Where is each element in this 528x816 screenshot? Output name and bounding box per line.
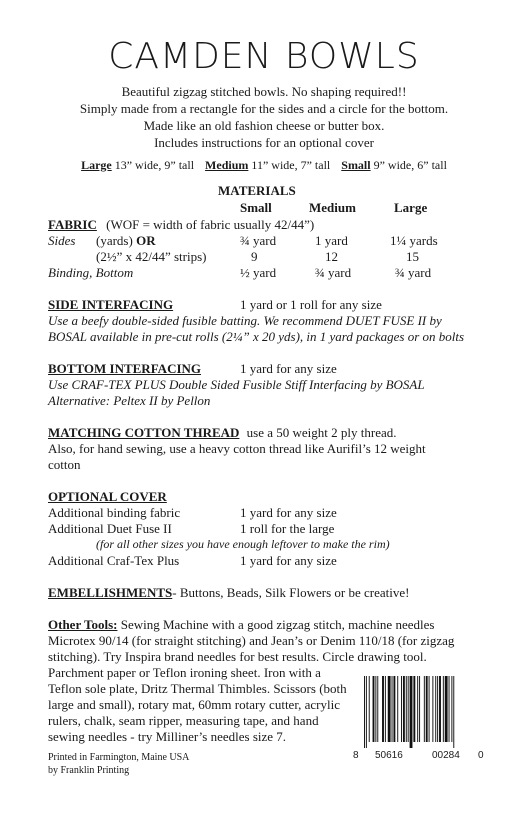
sizes-line <box>0 158 528 173</box>
fabric-row-binding-label: Binding, Bottom <box>48 265 134 280</box>
barcode-bar <box>401 676 402 742</box>
thread-line-2: Also, for hand sewing, use a heavy cotton thread like Aurifil’s 12 weight <box>48 441 426 456</box>
fabric-note: (WOF = width of fabric usually 42/44”) <box>106 217 315 232</box>
footer-line-1: Printed in Farmington, Maine USA <box>48 752 190 763</box>
other-tools-line-5: Teflon sole plate, Dritz Thermal Thimbles. Scissors (both <box>48 681 347 696</box>
size-small-desc: 9” wide, 6” tall <box>373 158 447 172</box>
barcode-digit-left: 8 <box>353 750 359 761</box>
barcode-bar <box>392 676 393 742</box>
fabric-row-binding-medium: ¾ yard <box>315 265 352 280</box>
barcode-bar <box>403 676 405 742</box>
barcode-bar <box>397 676 398 742</box>
side-interfacing-line-2: BOSAL available in pre-cut rolls (2¼” x 20 yds), in 1 yard packages or on bolts <box>48 329 465 344</box>
size-medium-label: Medium <box>205 158 249 172</box>
barcode-bar <box>413 676 415 742</box>
barcode-bar <box>417 676 418 742</box>
side-interfacing-line-1: Use a beefy double-sided fusible batting. We recommend DUET FUSE II by <box>48 313 442 328</box>
barcode-bar <box>445 676 448 742</box>
barcode-bar <box>369 676 370 742</box>
optional-cover-item-1: Additional binding fabric <box>48 505 181 520</box>
fabric-row-sides-unit: (yards) <box>96 233 133 248</box>
fabric-row-strips-large: 15 <box>406 249 419 264</box>
fabric-row-strips-mid: (2½” x 42/44” strips) <box>96 249 207 264</box>
thread-line-1 <box>48 425 397 441</box>
optional-cover-amount-2: 1 roll for the large <box>240 521 335 536</box>
fabric-row-binding-large: ¾ yard <box>395 265 432 280</box>
embellishments-line <box>48 585 409 601</box>
intro-line-3: Made like an old fashion cheese or butter box. <box>143 118 385 133</box>
other-tools-line-1 <box>48 617 434 633</box>
barcode-bar <box>443 676 444 742</box>
fabric-row-strips-medium: 12 <box>325 249 338 264</box>
barcode-bar <box>388 676 391 742</box>
side-interfacing-amount: 1 yard or 1 roll for any size <box>240 297 382 312</box>
fabric-row-sides-or: OR <box>136 233 156 248</box>
barcode-bar <box>437 676 438 742</box>
barcode-bar <box>393 676 395 742</box>
other-tools-line-3: stitching). Try Inspira brand needles for best results. Circle drawing tool. <box>48 649 427 664</box>
barcode-bar <box>426 676 428 742</box>
size-small-label: Small <box>341 158 371 172</box>
size-large-label: Large <box>81 158 112 172</box>
intro-line-4: Includes instructions for an optional cover <box>154 135 374 150</box>
barcode-bar <box>366 676 367 748</box>
optional-cover-note: (for all other sizes you have enough leftover to make the rim) <box>96 537 390 551</box>
fabric-row-sides-medium: 1 yard <box>315 233 348 248</box>
barcode-digit-end: 0 <box>478 750 484 761</box>
barcode-digits-mid: 50616 <box>375 750 403 761</box>
barcode-bar <box>424 676 425 742</box>
barcode-bar <box>406 676 407 742</box>
fabric-row-binding-small: ½ yard <box>240 265 277 280</box>
other-tools-heading: Other Tools: <box>48 617 118 632</box>
barcode-bar <box>377 676 378 742</box>
thread-heading: MATCHING COTTON THREAD <box>48 425 240 440</box>
barcode-bar <box>451 676 452 742</box>
footer-line-2: by Franklin Printing <box>48 765 130 776</box>
bottom-interfacing-line-1: Use CRAF-TEX PLUS Double Sided Fusible Stiff Interfacing by BOSAL <box>48 377 425 392</box>
barcode-bar <box>449 676 450 742</box>
other-tools-line-6: large and small), rotary mat, 60mm rotary cutter, acrylic <box>48 697 340 712</box>
side-interfacing-heading: SIDE INTERFACING <box>48 297 174 312</box>
barcode-bar <box>364 676 365 748</box>
optional-cover-amount-1: 1 yard for any size <box>240 505 337 520</box>
barcode-bar <box>385 676 386 742</box>
bottom-interfacing-line-2: Alternative: Peltex II by Pellon <box>48 393 211 408</box>
barcode-digits-right: 00284 <box>432 750 460 761</box>
barcode-bar <box>382 676 384 742</box>
page-title: CAMDEN BOWLS <box>108 36 420 77</box>
barcode-bar <box>429 676 430 742</box>
embellishments-text: - Buttons, Beads, Silk Flowers or be creative! <box>172 585 410 600</box>
fabric-row-sides-small: ¾ yard <box>240 233 277 248</box>
barcode-bar <box>408 676 409 742</box>
barcode-bar <box>453 676 454 748</box>
barcode-bar <box>432 676 433 742</box>
materials-heading: MATERIALS <box>218 183 296 198</box>
intro-line-2: Simply made from a rectangle for the sides and a circle for the bottom. <box>79 101 449 116</box>
thread-text-1: use a 50 weight 2 ply thread. <box>246 425 397 440</box>
fabric-row-strips-small: 9 <box>251 249 258 264</box>
other-tools-line-2: Microtex 90/14 (for straight stitching) and Jean’s or Denim 110/18 (for zigzag <box>48 633 455 648</box>
fabric-row-sides-large: 1¼ yards <box>390 233 438 248</box>
barcode-bars <box>362 676 484 748</box>
col-medium-header: Medium <box>309 200 356 215</box>
size-medium-desc: 11” wide, 7” tall <box>251 158 331 172</box>
barcode-bar <box>373 676 375 742</box>
optional-cover-item-3: Additional Craf-Tex Plus <box>48 553 180 568</box>
fabric-line <box>48 217 314 233</box>
other-tools-line-7: rulers, chalk, seam ripper, measuring tape, and hand <box>48 713 319 728</box>
fabric-heading: FABRIC <box>48 217 97 232</box>
optional-cover-heading: OPTIONAL COVER <box>48 489 167 504</box>
barcode-bar <box>435 676 436 742</box>
col-large-header: Large <box>394 200 428 215</box>
fabric-row-sides-mid <box>96 233 156 249</box>
barcode-bar <box>375 676 376 742</box>
fabric-row-sides-label: Sides <box>48 233 76 248</box>
size-large-desc: 13” wide, 9” tall <box>114 158 195 172</box>
barcode-bar <box>410 676 413 748</box>
other-tools-first: Sewing Machine with a good zigzag stitch, machine needles <box>120 617 435 632</box>
embellishments-heading: EMBELLISHMENTS <box>48 585 173 600</box>
other-tools-line-8: sewing needles - try Milliner’s needles size 7. <box>48 729 287 744</box>
other-tools-line-4: Parchment paper or Teflon ironing sheet. Iron with a <box>48 665 321 680</box>
barcode-bar <box>419 676 420 742</box>
intro-line-1: Beautiful zigzag stitched bowls. No shaping required!! <box>121 84 407 99</box>
optional-cover-amount-3: 1 yard for any size <box>240 553 337 568</box>
optional-cover-item-2: Additional Duet Fuse II <box>48 521 172 536</box>
bottom-interfacing-amount: 1 yard for any size <box>240 361 337 376</box>
col-small-header: Small <box>240 200 272 215</box>
bottom-interfacing-heading: BOTTOM INTERFACING <box>48 361 202 376</box>
barcode-bar <box>439 676 441 742</box>
thread-line-3: cotton <box>48 457 81 472</box>
